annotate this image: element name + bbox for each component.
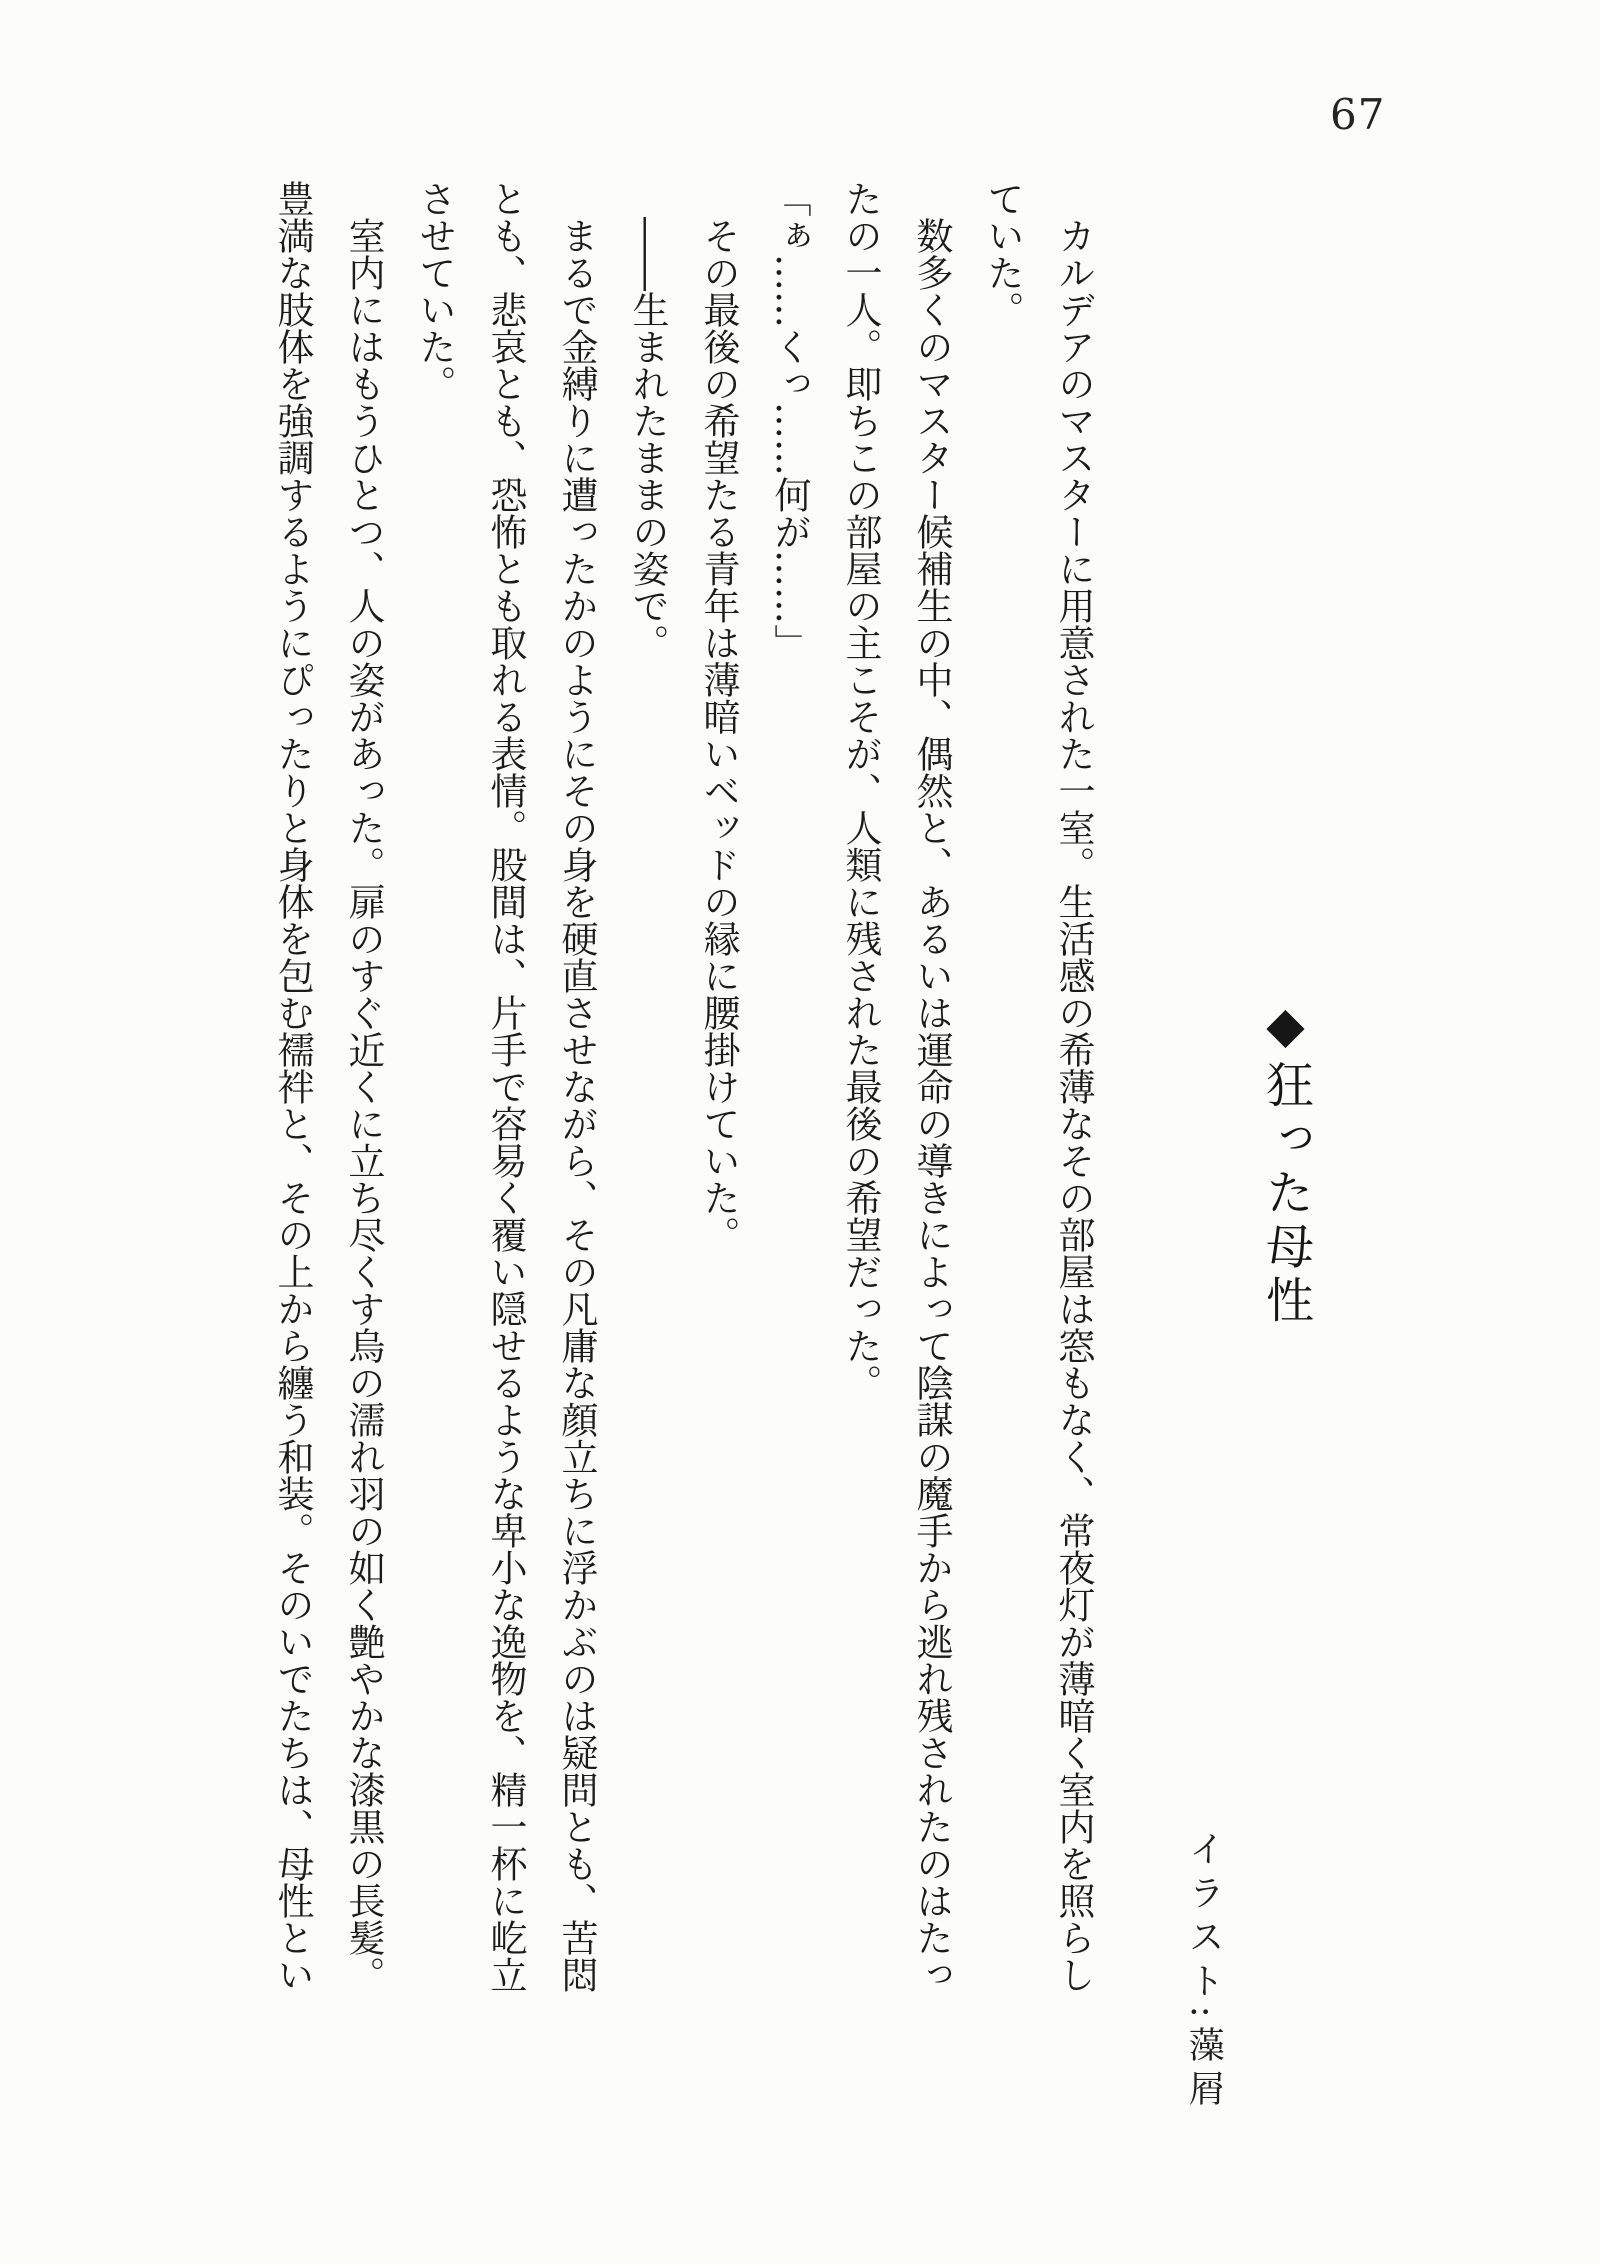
chapter-title (1254, 996, 1317, 1329)
chapter-title-text: 狂った母性 (1257, 1059, 1314, 1329)
paragraph: まるで金縛りに遭ったかのようにその身を硬直させながら、その凡庸な顔立ちに浮かぶのは疑問とも、苦悶とも、悲哀とも、恐怖とも取れる表情。股間は、片手で容易く覆い隠せるような卑小な逸物を、精一杯に屹立させていた。 (413, 180, 598, 1993)
paragraph: 「ぁ……くっ……何が……」 (768, 180, 811, 661)
paragraph: カルデアのマスターに用意された一室。生活感の希薄なその部屋は窓もなく、常夜灯が薄暗く室内を照らしていた。 (981, 180, 1095, 1993)
paragraph: 室内にはもうひとつ、人の姿があった。扉のすぐ近くに立ち尽くす烏の濡れ羽の如く艶やかな漆黒の長髪。豊満な肢体を強調するようにぴったりと身体を包む襦袢と、その上から纏う和装。そのいでたちは、母性とい (271, 180, 385, 1993)
diamond-icon: ◆ (1256, 996, 1315, 1060)
page-number: 67 (1330, 90, 1386, 139)
paragraph: その最後の希望たる青年は薄暗いベッドの縁に腰掛けていた。 (697, 180, 740, 1253)
body-text (229, 180, 1109, 2005)
illustrator-credit: イラスト:藻屑 (1183, 1830, 1225, 2114)
paragraph: 数多くのマスター候補生の中、偶然と、あるいは運命の導きによって陰謀の魔手から逃れ残されたのはたったの一人。即ちこの部屋の主こそが、人類に残された最後の希望だった。 (839, 180, 953, 1993)
paragraph: ――生まれたままの姿で。 (626, 180, 669, 661)
